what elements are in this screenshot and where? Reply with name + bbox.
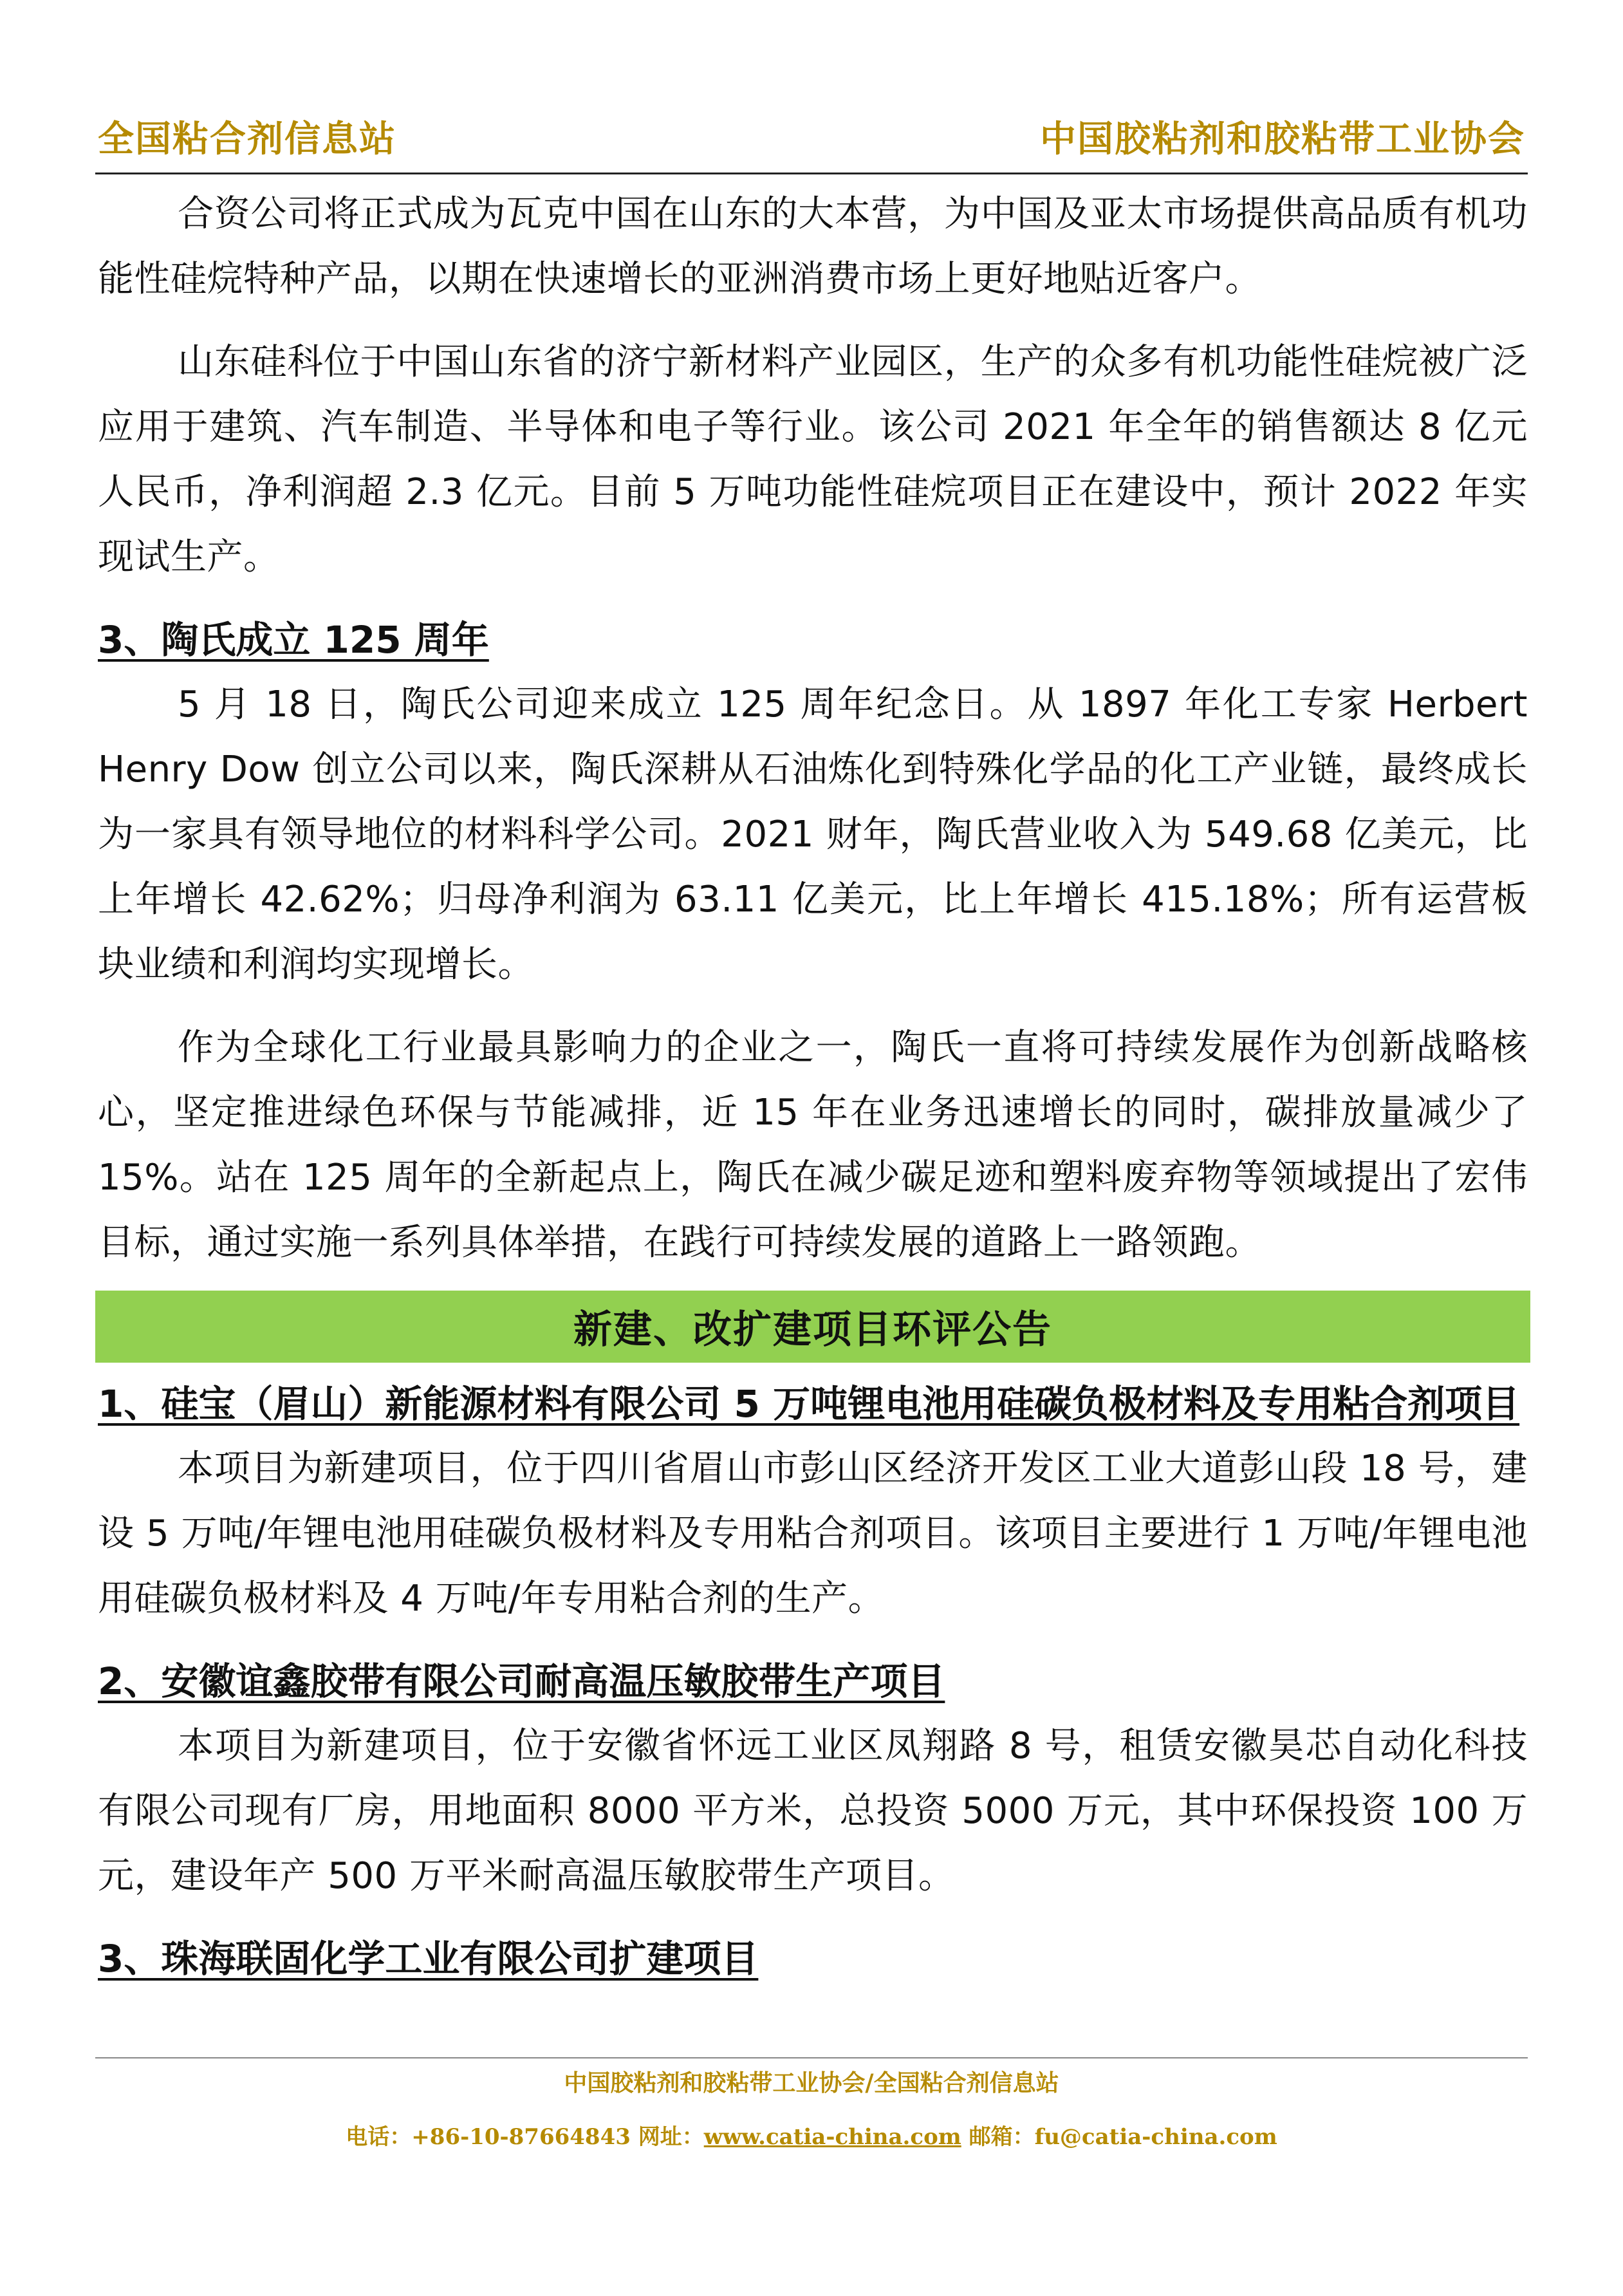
subheading-dow-125: 3、陶氏成立 125 周年: [98, 618, 489, 662]
header-site-name: 全国粘合剂信息站: [98, 118, 396, 160]
spacer: [98, 997, 1528, 1015]
paragraph-dow-history: 5 月 18 日，陶氏公司迎来成立 125 周年纪念日。从 1897 年化工专家 Herbert Henry Dow 创立公司以来，陶氏深耕从石油炼化到特殊化学品的化工产业链，最终成长为一家具有领导地位的材料科学公司。2021 财年，陶氏营业收入为 549.68 亿美元，比上年增长 42.62%；归母净利润为 63.11 亿美元，比上年增长 415.18%；所有运营板块业绩和利润均实现增长。: [98, 684, 1528, 985]
section-banner-title: 新建、改扩建项目环评公告: [573, 1307, 1052, 1352]
spacer: [98, 1631, 1528, 1649]
section-banner: [95, 1291, 1530, 1363]
subheading-project-3: 3、珠海联固化学工业有限公司扩建项目: [98, 1937, 759, 1981]
footer-email[interactable]: 邮箱：fu@catia-china.com: [961, 2124, 1277, 2150]
article-body: [98, 182, 1528, 1991]
subheading-project-2: 2、安徽谊鑫胶带有限公司耐高温压敏胶带生产项目: [98, 1659, 945, 1703]
paragraph-dow-sustainability: 作为全球化工行业最具影响力的企业之一，陶氏一直将可持续发展作为创新战略核心，坚定推进绿色环保与节能减排，近 15 年在业务迅速增长的同时，碳排放量减少了 15%。站在 125 周年的全新起点上，陶氏在减少碳足迹和塑料废弃物等领域提出了宏伟目标，通过实施一系列具体举措，在践行可持续发展的道路上一路领跑。: [98, 1027, 1528, 1264]
spacer: [98, 590, 1528, 608]
footer-contact: [0, 2119, 1623, 2155]
paragraph-project-1: 本项目为新建项目，位于四川省眉山市彭山区经济开发区工业大道彭山段 18 号，建设 5 万吨/年锂电池用硅碳负极材料及专用粘合剂项目。该项目主要进行 1 万吨/年锂电池用硅碳负极材料及 4 万吨/年专用粘合剂的生产。: [98, 1448, 1528, 1619]
paragraph-project-2: 本项目为新建项目，位于安徽省怀远工业区凤翔路 8 号，租赁安徽昊芯自动化科技有限公司现有厂房，用地面积 8000 平方米，总投资 5000 万元，其中环保投资 100 万元，建设年产 500 万平米耐高温压敏胶带生产项目。: [98, 1725, 1528, 1897]
header-divider: [95, 173, 1528, 174]
footer-website-link[interactable]: www.catia-china.com: [703, 2124, 961, 2150]
paragraph-shandong-silicon: 山东硅科位于中国山东省的济宁新材料产业园区，生产的众多有机功能性硅烷被广泛应用于建筑、汽车制造、半导体和电子等行业。该公司 2021 年全年的销售额达 8 亿元人民币，净利润超 2.3 亿元。目前 5 万吨功能性硅烷项目正在建设中，预计 2022 年实现试生产。: [98, 341, 1528, 578]
spacer: [98, 312, 1528, 330]
footer-divider: [95, 2057, 1528, 2058]
footer-organization: 中国胶粘剂和胶粘带工业协会/全国粘合剂信息站: [564, 2069, 1059, 2096]
paragraph-wacker-jv: 合资公司将正式成为瓦克中国在山东的大本营，为中国及亚太市场提供高品质有机功能性硅烷特种产品，以期在快速增长的亚洲消费市场上更好地贴近客户。: [98, 193, 1528, 300]
subheading-project-1: 1、硅宝（眉山）新能源材料有限公司 5 万吨锂电池用硅碳负极材料及专用粘合剂项目: [98, 1382, 1520, 1426]
footer-phone: 电话：+86-10-87664843 网址：: [346, 2124, 704, 2150]
header-association-name: 中国胶粘剂和胶粘带工业协会: [1040, 118, 1525, 160]
spacer: [98, 1909, 1528, 1927]
